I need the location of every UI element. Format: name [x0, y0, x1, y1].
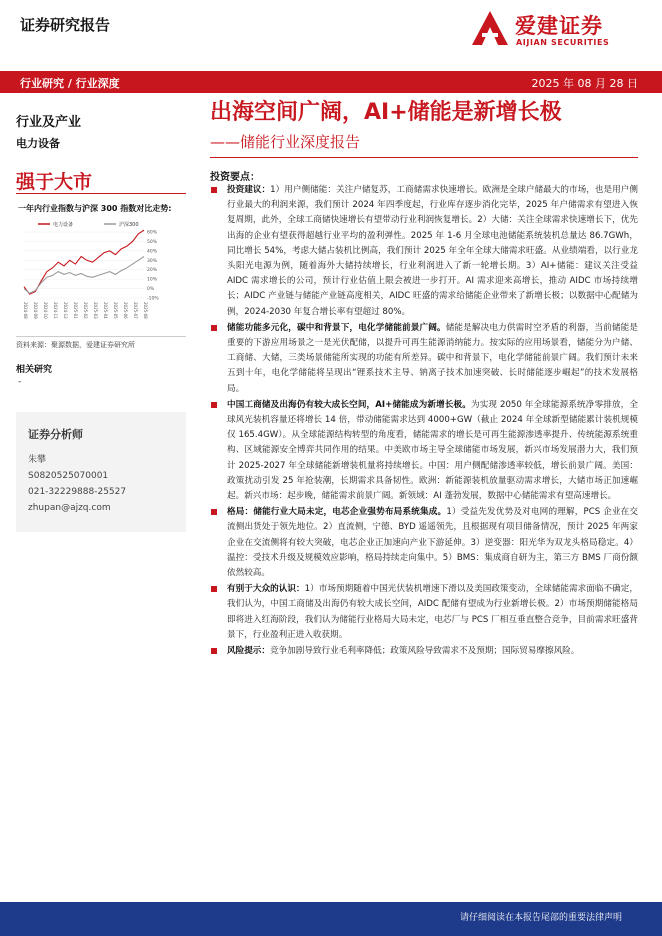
key-point-risk: 风险提示：竞争加剧导致行业毛利率降低；政策风险导致需求不及预期；国际贸易摩擦风险。 [210, 644, 638, 659]
related-research-title: 相关研究 [16, 365, 53, 375]
chart-title: 一年内行业指数与沪深 300 指数对比走势: [18, 204, 172, 213]
y-tick-label: -10% [147, 296, 159, 302]
x-tick-label: 2024-08 [23, 302, 28, 319]
analyst-cert: S0820525070001 [28, 471, 109, 481]
analyst-name: 朱攀 [28, 455, 47, 465]
key-point-growth: 中国工商储及出海仍有较大成长空间，AI+储能成为新增长极。为实现 2050 年全球能源系统净零排放，全球风光装机容量还将增长 14 倍，带动储能需求达到 4000+GW（截止 2024 年全球新型储能累计装机规模仅 165.4GW）。从全球能源结构转型的角度看，储能需求的增长是可再生能源渗透率提升、传统能源系统重构、区域能源安全博弈共同作用的结果。中美欧市场主导全球储能市场发展，新兴市场发展潜力大，我们预计 2025-2027 年全球储能新增装机量将持续增长。中国：用户侧配储渗透率较低，增长前景广阔。美国：政策扰动引发 25 年抢装潮，长期需求具备韧性。欧洲：新能源装机放量驱动需求增长，大储市场正加速崛起。新兴市场：起步晚，储能需求前景广阔。新领域：AI 蓬勃发展，数据中心储能需求有望高速增长。 [210, 398, 638, 504]
related-research-item: - [18, 377, 22, 387]
report-subtitle: ——储能行业深度报告 [210, 133, 361, 151]
y-tick-label: 10% [147, 277, 158, 283]
aijian-logo-icon [470, 9, 510, 47]
x-tick-label: 2025-01 [73, 302, 78, 319]
bullet-icon [211, 648, 217, 654]
analyst-email[interactable]: zhupan@ajzq.com [28, 503, 111, 513]
chart-source: 资料来源：聚源数据，爱建证券研究所 [16, 341, 135, 349]
industry-label: 行业及产业 [16, 115, 82, 130]
bullet-icon [211, 586, 217, 592]
report-title: 出海空间广阔，AI+储能是新增长极 [210, 100, 562, 125]
y-tick-label: 60% [147, 230, 158, 236]
x-tick-label: 2024-12 [63, 302, 68, 319]
key-point-function: 储能功能多元化，碳中和背景下，电化学储能前景广阔。储能是解决电力供需时空矛盾的利器，当前储能是重要的下游应用场景之一是光伏配储，以提升可再生能源消纳能力。按实际的应用场景看，储能分为户储、工商储、大储，三类场景储能所实现的功能有所差异。碳中和背景下，电化学储能前景广阔。我们预计未来五到十年，电化学储能将呈现出“锂系技术主导、钠离子技术加速突破、长时储能逐步崛起”的技术发展格局。 [210, 321, 638, 397]
report-category: 行业研究 / 行业深度 [20, 77, 120, 90]
index-comparison-chart [16, 218, 176, 328]
y-tick-label: 0% [147, 287, 155, 293]
logo-text-en: AIJIAN SECURITIES [516, 38, 610, 47]
legend-label-hs300: 沪深300 [119, 222, 139, 228]
x-tick-label: 2024-11 [53, 302, 58, 319]
bullet-icon [211, 325, 217, 331]
x-tick-label: 2025-05 [113, 302, 118, 319]
x-tick-label: 2025-07 [133, 302, 138, 319]
x-tick-label: 2024-10 [43, 302, 48, 319]
divider [210, 157, 638, 158]
report-type-label: 证券研究报告 [20, 16, 111, 34]
series-line-hs300 [24, 257, 144, 294]
key-point-differentiated-view: 有别于大众的认识：1）市场预期随着中国光伏装机增速下滑以及美国政策变动，全球储能需求面临不确定，我们认为，中国工商储及出海仍有较大成长空间，AIDC 配储有望成为行业新增长极。2）市场预期储能格局即将进入红海阶段，我们认为储能行业格局大局未定，电芯厂与 PCS 厂相互垂直整合竞争，目前需求旺盛背景下，行业盈利正进入收获期。 [210, 582, 638, 643]
x-tick-label: 2025-04 [103, 302, 108, 319]
chart-legend [38, 221, 139, 228]
rating: 强于大市 [16, 171, 93, 193]
key-point-investment: 投资建议：1）用户侧储能：关注户储复苏，工商储需求快速增长。欧洲是全球户储最大的市场，也是用户侧行业最大的利润来源，我们预计 2024 年四季度起，行业库存逐步消化完毕，2025 年户储需求有望进入恢复周期，此外，全球工商储快速增长有望带动行业利润恢复增长。2）大储：关注全球需求快速增长下，优先出海的企业有望获得超越行业平均的盈利弹性。2025 年 1-6 月全球电池储能系统装机总量达 86.7GWh，同比增长 54%，考虑大储占装机比例高，我们预计 2025 年全年全球大储需求旺盛。从业绩端看，以行业龙头阳光电源为例，随着海外大储持续增长，行业利润进入了新一轮增长期。3）AI+储能：建议关注受益 AIDC 需求增长的公司，预计行业估值上限会被进一步打开。AI 需求迎来高增长，推动 AIDC 市场持续增长；AIDC 产业链与储能产业链高度相关，AIDC 旺盛的需求给储能企业带来了新增长极；以数据中心配储为例，2024-2030 年复合增长率有望超过 80%。 [210, 183, 638, 320]
series-line-industry [24, 230, 144, 294]
bullet-icon [211, 402, 217, 408]
industry-name: 电力设备 [16, 137, 60, 150]
footer-disclaimer: 请仔细阅读在本报告尾部的重要法律声明 [459, 913, 622, 923]
analyst-phone: 021-32229888-25527 [28, 487, 127, 497]
x-tick-label: 2024-09 [33, 302, 38, 319]
bullet-icon [211, 187, 217, 193]
logo-text-cn: 爱建证券 [515, 14, 603, 38]
divider [16, 193, 186, 194]
divider [16, 336, 186, 337]
x-tick-label: 2025-08 [143, 302, 148, 319]
report-date: 2025 年 08 月 28 日 [531, 77, 638, 90]
x-tick-label: 2025-02 [83, 302, 88, 319]
key-points-body [210, 183, 638, 660]
key-points-title: 投资要点： [210, 172, 260, 183]
y-tick-label: 40% [147, 249, 158, 255]
x-tick-label: 2025-03 [93, 302, 98, 319]
bullet-icon [211, 509, 217, 515]
analyst-title: 证券分析师 [28, 428, 83, 441]
y-tick-label: 30% [147, 258, 158, 264]
legend-label-industry: 电力设备 [53, 222, 74, 228]
key-point-landscape: 格局：储能行业大局未定，电芯企业强势布局系统集成。1）受益先发优势及对电网的理解，PCS 企业在交流侧出货处于领先地位。2）直流侧，宁德、BYD 遥遥领先，且根据现有项目储备情况，预计 2025 年两家企业在交流侧将有较大突破，电芯企业正加速向产业下游延伸。3）逆变器：阳光华为双龙头格局稳定。4）温控：受技术升级及规模效应影响，格局持续走向集中。5）BMS：集成商自研为主，第三方 BMS 厂商份额依然较高。 [210, 505, 638, 581]
x-tick-label: 2025-06 [123, 302, 128, 319]
analyst-info [28, 452, 126, 516]
y-tick-label: 50% [147, 239, 158, 245]
y-tick-label: 20% [147, 268, 158, 274]
